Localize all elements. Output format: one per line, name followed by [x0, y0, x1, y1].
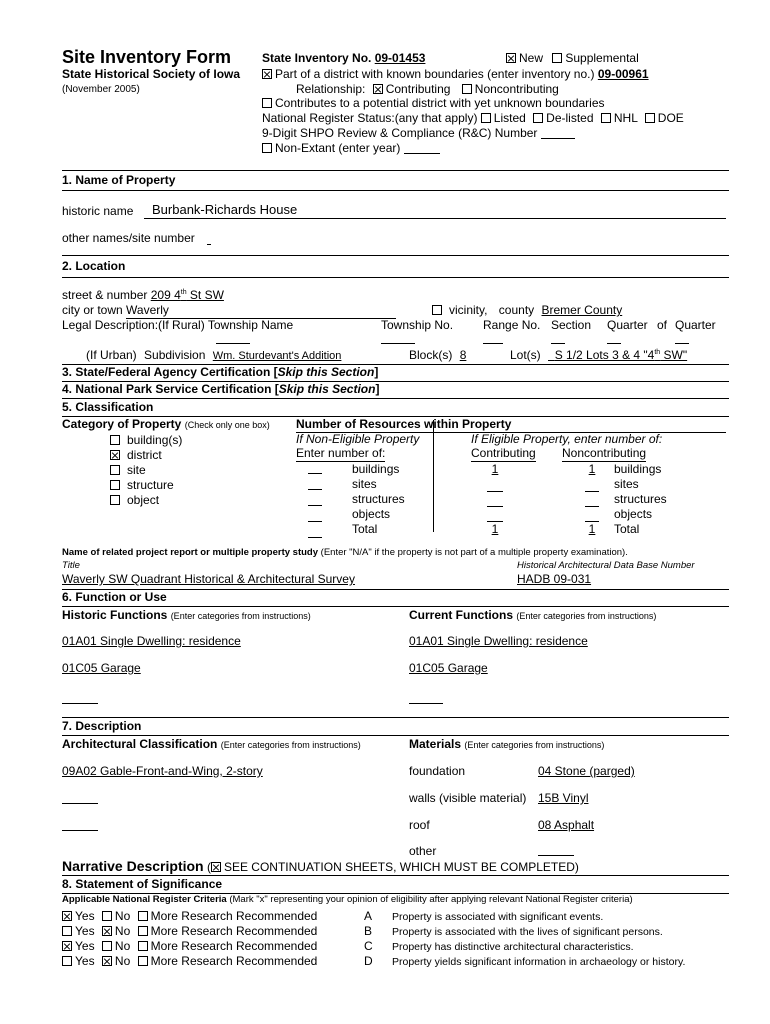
criterion-c-row: Yes No More Research Recommended: [62, 939, 317, 954]
new-checkbox[interactable]: [506, 53, 516, 63]
ne-structures-field[interactable]: [308, 494, 322, 506]
range-no-label: Range No.: [483, 318, 541, 332]
city-field[interactable]: Waverly: [126, 304, 396, 319]
divider: [62, 398, 729, 399]
category-object[interactable]: object: [110, 493, 182, 508]
quarter-of-field[interactable]: [675, 333, 689, 344]
noncontributing-label: Noncontributing: [562, 446, 647, 460]
district-number[interactable]: 09-00961: [597, 67, 649, 81]
range-no-field[interactable]: [483, 333, 503, 344]
supplemental-checkbox[interactable]: [552, 53, 562, 63]
county-field[interactable]: Bremer County: [541, 303, 623, 317]
block-field[interactable]: 8: [459, 348, 467, 362]
township-no-field[interactable]: [381, 333, 415, 344]
historic-function-3[interactable]: [62, 693, 98, 704]
related-study-title[interactable]: Waverly SW Quadrant Historical & Architectural Survey: [62, 572, 355, 586]
criterion-c-more[interactable]: [138, 941, 148, 951]
criterion-b-more[interactable]: [138, 926, 148, 936]
other-material-field[interactable]: [538, 845, 574, 856]
delisted-checkbox[interactable]: [533, 113, 543, 123]
roof-label: roof: [409, 818, 430, 832]
divider: [62, 717, 729, 718]
new-supp-row: New Supplemental: [506, 52, 639, 66]
foundation-field[interactable]: 04 Stone (parged): [538, 764, 635, 778]
eligible-label: If Eligible Property, enter number of:: [471, 432, 663, 446]
subdivision-field[interactable]: Wm. Sturdevant's Addition: [212, 350, 342, 362]
section-3-heading: 3. State/Federal Agency Certification [Skip this Section]: [62, 365, 379, 379]
nr-status-row: National Register Status:(any that apply) Listed De-listed NHL DOE: [262, 111, 684, 125]
resource-row-labels: buildings sites structures objects Total: [352, 462, 405, 536]
township-name-field[interactable]: [216, 333, 250, 344]
criteria-letters: A B C D: [364, 909, 373, 968]
current-function-1[interactable]: 01A01 Single Dwelling: residence: [409, 634, 588, 648]
ne-sites-field[interactable]: [308, 478, 322, 490]
noncontrib-sites[interactable]: [585, 477, 599, 492]
section-4-heading: 4. National Park Service Certification [Skip this Section]: [62, 382, 380, 396]
historic-functions-heading: Historic Functions (Enter categories from instructions): [62, 608, 311, 622]
criterion-b-yes[interactable]: [62, 926, 72, 936]
divider: [62, 875, 729, 876]
criterion-a-row: Yes No More Research Recommended: [62, 909, 317, 924]
nhl-checkbox[interactable]: [601, 113, 611, 123]
vertical-divider: [433, 420, 434, 532]
historic-function-2[interactable]: 01C05 Garage: [62, 661, 141, 675]
noncontrib-total[interactable]: 1: [588, 522, 596, 536]
divider: [62, 735, 729, 736]
current-functions-heading: Current Functions (Enter categories from instructions): [409, 608, 657, 622]
contributing-counts: [487, 462, 503, 537]
non-eligible-label: If Non-Eligible Property: [296, 432, 420, 446]
ne-total-field[interactable]: [308, 526, 322, 538]
historic-name-field[interactable]: Burbank-Richards House: [144, 203, 726, 219]
section-7-heading: 7. Description: [62, 719, 142, 733]
divider: [62, 606, 729, 607]
inventory-number-row: State Inventory No. 09-01453: [262, 51, 426, 65]
historic-name-label: historic name: [62, 204, 134, 218]
divider: [62, 277, 729, 278]
current-function-3[interactable]: [409, 693, 443, 704]
materials-heading: Materials (Enter categories from instructions): [409, 737, 605, 751]
other-names-field[interactable]: [207, 232, 211, 245]
contrib-total[interactable]: 1: [491, 522, 499, 536]
section-field[interactable]: [551, 333, 565, 344]
noncontrib-buildings[interactable]: 1: [588, 462, 596, 476]
ne-objects-field[interactable]: [308, 510, 322, 522]
section-2-heading: 2. Location: [62, 259, 126, 273]
shpo-number-field[interactable]: [541, 127, 575, 139]
vicinity-checkbox[interactable]: [432, 305, 442, 315]
hadb-number[interactable]: HADB 09-031: [517, 572, 592, 586]
contrib-sites[interactable]: [487, 477, 503, 492]
walls-field[interactable]: 15B Vinyl: [538, 791, 589, 805]
contrib-structures[interactable]: [487, 492, 503, 507]
lot-row: Lot(s) S 1/2 Lots 3 & 4 "4th SW": [510, 348, 688, 362]
street-field[interactable]: 209 4th St SW: [150, 288, 224, 302]
potential-district-row: Contributes to a potential district with yet unknown boundaries: [262, 97, 605, 111]
nonextant-year-field[interactable]: [404, 142, 440, 154]
category-structure[interactable]: structure: [110, 478, 182, 493]
walls-label: walls (visible material): [409, 791, 527, 805]
enter-number-label: Enter number of:: [296, 446, 386, 460]
form-title: Site Inventory Form: [62, 47, 232, 67]
doe-checkbox[interactable]: [645, 113, 655, 123]
other-material-label: other: [409, 844, 437, 858]
block-row: Block(s) 8: [409, 349, 486, 363]
ne-buildings-field[interactable]: [308, 462, 322, 474]
non-eligible-counts: [308, 462, 322, 538]
category-list: [110, 433, 182, 508]
section-6-heading: 6. Function or Use: [62, 590, 167, 604]
section-1-heading: 1. Name of Property: [62, 173, 176, 187]
criterion-d-row: Yes No More Research Recommended: [62, 954, 317, 969]
lot-field[interactable]: S 1/2 Lots 3 & 4 "4th SW": [554, 348, 688, 362]
arch-classification-heading: Architectural Classification (Enter categories from instructions): [62, 737, 361, 751]
section-5-heading: 5. Classification: [62, 400, 154, 414]
category-district[interactable]: district: [110, 448, 182, 463]
potential-district-checkbox[interactable]: [262, 98, 272, 108]
noncontributing-counts: [585, 462, 599, 537]
criterion-d-yes[interactable]: [62, 956, 72, 966]
form-date: (November 2005): [62, 84, 140, 95]
divider: [62, 170, 729, 171]
relationship-row: Relationship: Contributing Noncontributing: [296, 82, 559, 96]
narrative-row: Narrative Description ( SEE CONTINUATION SHEETS, WHICH MUST BE COMPLETED): [62, 858, 579, 874]
quarter-field[interactable]: [607, 333, 621, 344]
urban-row: (If Urban) Subdivision Wm. Sturdevant's Addition: [86, 348, 342, 362]
foundation-label: foundation: [409, 764, 466, 778]
arch-classification-3[interactable]: [62, 820, 98, 831]
criterion-a-no[interactable]: [102, 911, 112, 921]
resource-row-labels-right: buildings sites structures objects Total: [614, 462, 667, 536]
listed-checkbox[interactable]: [481, 113, 491, 123]
criteria-rows: [62, 909, 317, 969]
criterion-a-more[interactable]: [138, 911, 148, 921]
contrib-objects[interactable]: [487, 507, 503, 522]
criterion-d-more[interactable]: [138, 956, 148, 966]
resources-heading: Number of Resources within Property: [296, 418, 726, 433]
category-site[interactable]: site: [110, 463, 182, 478]
part-district-row: Part of a district with known boundaries (enter inventory no.) 09-00961: [262, 68, 649, 82]
related-study-label: Name of related project report or multiple property study (Enter "N/A" if the property is not part of a multiple property examination).: [62, 547, 628, 558]
hadb-label: Historical Architectural Data Base Number: [517, 560, 695, 571]
criterion-c-yes[interactable]: [62, 941, 72, 951]
nonextant-row: Non-Extant (enter year): [262, 142, 440, 156]
contrib-buildings[interactable]: 1: [491, 462, 499, 476]
contributing-checkbox[interactable]: [373, 84, 383, 94]
historic-function-1[interactable]: 01A01 Single Dwelling: residence: [62, 634, 241, 648]
township-no-label: Township No.: [381, 318, 454, 332]
noncontrib-structures[interactable]: [585, 492, 599, 507]
noncontrib-objects[interactable]: [585, 507, 599, 522]
contributing-label: Contributing: [471, 446, 536, 460]
title-label: Title: [62, 560, 80, 571]
narrative-checkbox[interactable]: [211, 862, 221, 872]
section-label: Section: [551, 318, 592, 332]
arch-classification-2[interactable]: [62, 793, 98, 804]
current-function-2[interactable]: 01C05 Garage: [409, 661, 488, 675]
quarter-of-label: Quarter: [675, 318, 716, 332]
street-row: street & number 209 4th St SW: [62, 289, 231, 303]
category-building[interactable]: building(s): [110, 433, 182, 448]
city-row: city or town Waverly: [62, 304, 396, 319]
divider: [62, 255, 729, 256]
criterion-b-no[interactable]: [102, 926, 112, 936]
legal-description-label: Legal Description:(If Rural) Township Name: [62, 318, 294, 332]
nonextant-checkbox[interactable]: [262, 143, 272, 153]
category-heading: Category of Property (Check only one box): [62, 417, 270, 431]
inventory-number[interactable]: 09-01453: [374, 51, 426, 65]
criterion-a-yes[interactable]: [62, 911, 72, 921]
noncontributing-checkbox[interactable]: [462, 84, 472, 94]
criterion-b-row: Yes No More Research Recommended: [62, 924, 317, 939]
vicinity-county-row: vicinity, county Bremer County: [432, 304, 622, 318]
criteria-descriptions: Property is associated with significant events. Property is associated with the lives of significant persons. Property has distinctive architectural characteristics. Property yields significant information in archaeology or history.: [392, 911, 686, 968]
other-names-label: other names/site number: [62, 231, 195, 245]
shpo-row: 9-Digit SHPO Review & Compliance (R&C) Number: [262, 127, 575, 141]
quarter-label: Quarter: [607, 318, 648, 332]
arch-classification-1[interactable]: 09A02 Gable-Front-and-Wing, 2-story: [62, 764, 263, 778]
roof-field[interactable]: 08 Asphalt: [538, 818, 595, 832]
part-district-checkbox[interactable]: [262, 69, 272, 79]
org-name: State Historical Society of Iowa: [62, 67, 241, 81]
of-label: of: [657, 318, 668, 332]
criterion-c-no[interactable]: [102, 941, 112, 951]
criteria-heading: Applicable National Register Criteria (Mark "x" representing your opinion of eligibility after applying relevant National Register criteria): [62, 894, 633, 905]
criterion-d-no[interactable]: [102, 956, 112, 966]
section-8-heading: 8. Statement of Significance: [62, 877, 223, 891]
divider: [62, 190, 729, 191]
